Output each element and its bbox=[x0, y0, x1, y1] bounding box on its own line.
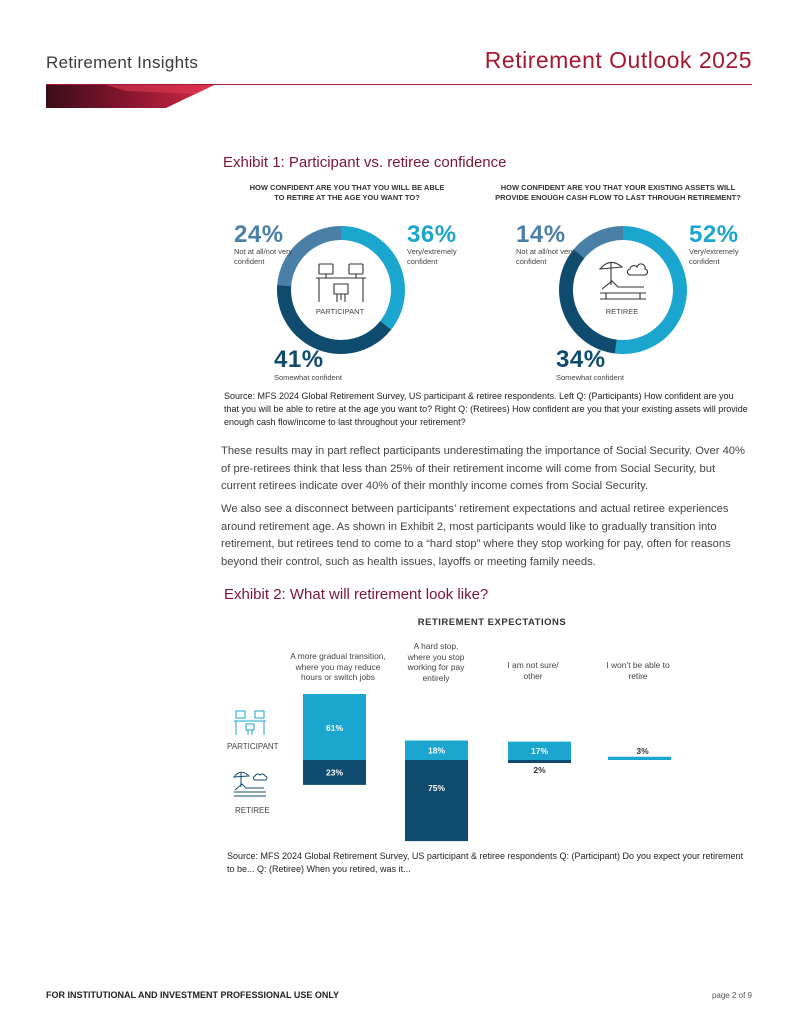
header-ribbon-graphic bbox=[46, 85, 216, 109]
donut-segment-not-confident bbox=[574, 226, 623, 258]
retiree-legend-icon bbox=[232, 767, 268, 797]
participant-value-label-gradual: 61% bbox=[325, 723, 344, 733]
document-title: Retirement Outlook 2025 bbox=[484, 47, 752, 73]
category-label-hard-stop: A hard stop, where you stop working for pay entirely bbox=[407, 641, 465, 683]
right-question: HOW CONFIDENT ARE YOU THAT YOUR EXISTING ASSETS WILL PROVIDE ENOUGH CASH FLOW TO LAST THROUGH RETIREMENT? bbox=[495, 183, 741, 202]
participant-legend-label: PARTICIPANT bbox=[227, 742, 279, 751]
retiree-value-label-not-sure: 2% bbox=[533, 765, 546, 775]
participant-very-confident-pct: 36% bbox=[407, 221, 457, 248]
participant-bar-wont-retire bbox=[608, 757, 671, 760]
retiree-not-confident-label: Not at all/not very confident bbox=[516, 247, 575, 266]
footer-disclaimer: FOR INSTITUTIONAL AND INVESTMENT PROFESSIONAL USE ONLY bbox=[46, 990, 340, 1000]
participant-not-confident-pct: 24% bbox=[234, 221, 284, 248]
desk-icon bbox=[315, 262, 367, 304]
participant-very-confident-label: Very/extremely confident bbox=[407, 247, 457, 266]
exhibit1-source: Source: MFS 2024 Global Retirement Survey, US participant & retiree respondents. Left Q: (Participants) How confident are you that you will be able to retire at the age you want to? Right Q: (Retirees) How confident are you that your existing assets will provide enough cash flow/income to last throughout your retirement? bbox=[224, 391, 748, 427]
retiree-very-confident-pct: 52% bbox=[689, 221, 739, 248]
exhibit1-title: Exhibit 1: Participant vs. retiree confidence bbox=[223, 154, 507, 171]
retiree-legend-label: RETIREE bbox=[235, 806, 270, 815]
participant-somewhat-confident-label: Somewhat confident bbox=[274, 373, 342, 382]
retiree-somewhat-confident-pct: 34% bbox=[556, 346, 606, 373]
retiree-center-label: RETIREE bbox=[605, 307, 639, 316]
participant-value-label-wont-retire: 3% bbox=[636, 746, 649, 756]
retiree-not-confident-pct: 14% bbox=[516, 221, 566, 248]
exhibit2-title: Exhibit 2: What will retirement look like? bbox=[224, 586, 489, 603]
left-question: HOW CONFIDENT ARE YOU THAT YOU WILL BE ABLE TO RETIRE AT THE AGE YOU WANT TO? bbox=[249, 183, 445, 202]
chart-title: RETIREMENT EXPECTATIONS bbox=[417, 617, 567, 628]
category-label-gradual: A more gradual transition, where you may reduce hours or switch jobs bbox=[290, 651, 386, 682]
participant-somewhat-confident-pct: 41% bbox=[274, 346, 324, 373]
beach-lounger-icon bbox=[596, 255, 652, 303]
retirement-expectations-chart bbox=[290, 690, 690, 850]
retiree-value-label-gradual: 23% bbox=[325, 767, 344, 778]
category-label-not-sure: I am not sure/ other bbox=[507, 660, 559, 681]
participant-value-label-not-sure: 17% bbox=[530, 745, 549, 756]
participant-not-confident-label: Not at all/not very confident bbox=[234, 247, 293, 266]
category-label-wont-retire: I won’t be able to retire bbox=[606, 660, 670, 681]
page-number: page 2 of 9 bbox=[711, 991, 752, 1000]
retiree-bar-hard-stop bbox=[405, 760, 468, 841]
participant-legend-icon bbox=[234, 710, 266, 736]
retiree-somewhat-confident-label: Somewhat confident bbox=[556, 373, 624, 382]
body-paragraph-1: These results may in part reflect participants underestimating the importance of Social Security. Over 40% of pre-retirees think that less than 25% of their retirement income will come from Social Security, but current retirees indicate over 40% of their monthly income comes from Social Security. bbox=[221, 445, 745, 492]
exhibit2-source: Source: MFS 2024 Global Retirement Survey, US participant & retiree respondents Q: (Participant) Do you expect your retirement to be... Q: (Retiree) When you retired, was it... bbox=[227, 851, 744, 874]
body-paragraph-2: We also see a disconnect between participants’ retirement expectations and actual retiree experiences around retirement age. As shown in Exhibit 2, most participants would like to gradually transition into retirement, but retirees tend to come to a “hard stop” where they stop working for pay, often for reasons beyond their control, such as health issues, layoffs or meeting family needs. bbox=[221, 503, 731, 568]
section-title: Retirement Insights bbox=[46, 53, 199, 72]
participant-center-label: PARTICIPANT bbox=[315, 307, 365, 316]
retiree-very-confident-label: Very/extremely confident bbox=[689, 247, 739, 266]
participant-value-label-hard-stop: 18% bbox=[427, 745, 446, 756]
retiree-bar-not-sure bbox=[508, 760, 571, 763]
retiree-value-label-hard-stop: 75% bbox=[427, 783, 446, 793]
